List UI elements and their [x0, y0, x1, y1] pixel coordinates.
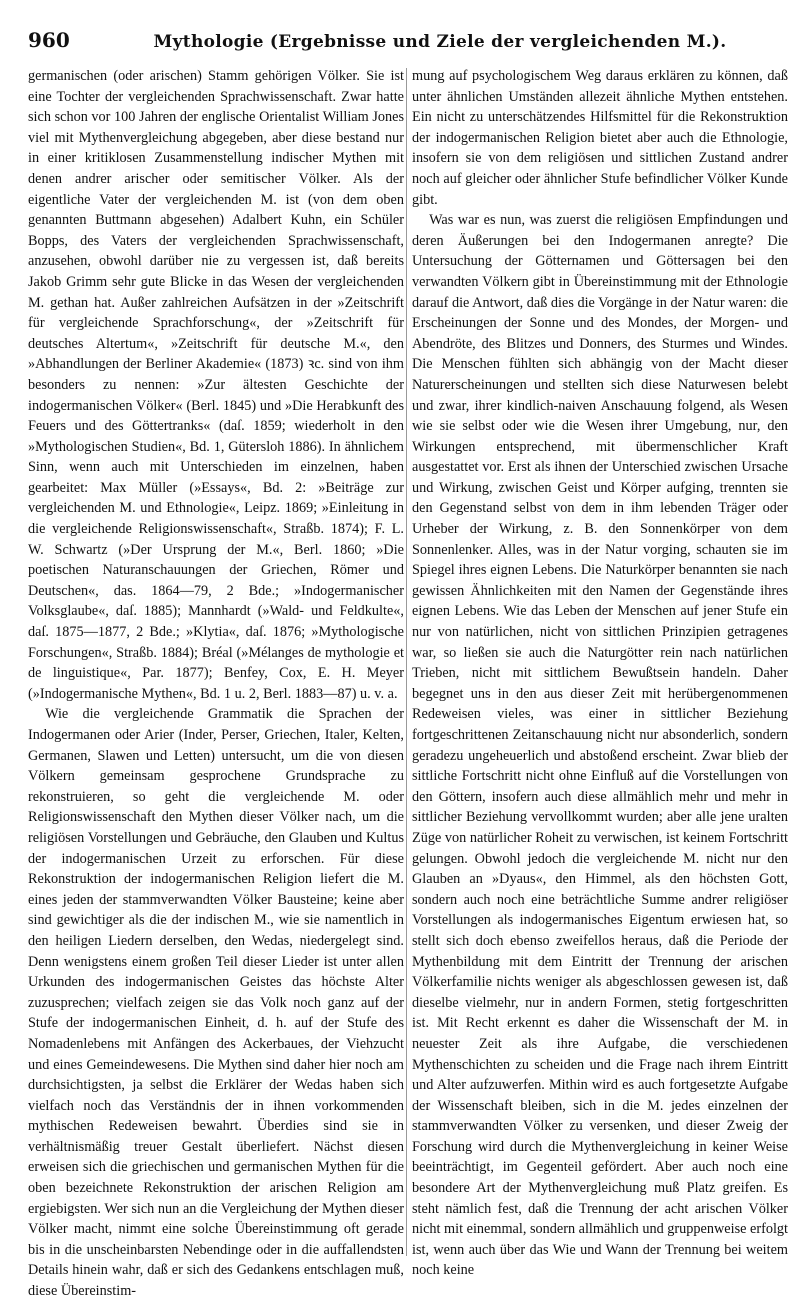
paragraph: Wie die vergleichende Grammatik die Sprachen der Indogermanen oder Arier (Inder, Perser, Griechen, Italer, Kelten, Germanen, Slawen und Letten) untersucht, um die von diesen Völkern gemeinsam gesprochene Grundsprache zu rekonstruieren, so geht die vergleichende M. oder Religionswissenschaft den Mythen dieser Völker nach, um die religiösen Vorstellungen und Gebräuche, den Glauben und Kultus der indogermanischen Urzeit zu erforschen. Für diese Rekonstruktion der indogermanischen Religion liefert die M. eines jeden der stammverwandten Völker Bausteine; keine aber sind gewichtiger als die der indischen M., wie sie namentlich in den heiligen Liedern derselben, den Wedas, niedergelegt sind. Denn wenigstens einem großen Teil dieser Lieder ist unter allen Urkunden des indogermanischen Geistes das höchste Alter zuzusprechen; vielfach zeigen sie das Volk noch ganz auf der Stufe der indogermanischen Einheit, d. h. auf der Stufe des Nomadenlebens mit Anfängen des Ackerbaues, der Viehzucht und eines Gemeindewesens. Die Mythen sind daher hier noch am durchsichtigsten, ja selbst die Erklärer der Wedas haben sich vielfach noch das Verständnis der in ihnen vorkommenden mythischen Redeweisen bewahrt. Überdies sind sie in verhältnismäßig treuer Gestalt überliefert. Nächst diesen erweisen sich die griechischen und germanischen Mythen für die oben bezeichnete Rekonstruktion der arischen Religion am ergiebigsten. Wer sich nun an die Vergleichung der Mythen dieser Völker macht, nimmt eine solche Übereinstimmung oft gerade bis in die unscheinbarsten Nebendinge oder in die auffallendsten Details hinein wahr, daß er sich des Gedankens entschlagen muß, diese Übereinstim-	[28, 706, 404, 1300]
right-column	[412, 66, 788, 1279]
left-column	[28, 66, 404, 1300]
paragraph: mung auf psychologischem Weg daraus erklären zu können, daß unter ähnlichen Umständen allezeit ähnliche Mythen entstehen. Ein nicht zu unterschätzendes Hilfsmittel für die Rekonstruktion der indogermanischen Religion bietet aber auch die Ethnologie, insofern sie von dem religiösen und sittlichen Zustand andrer noch auf gleicher oder ähnlicher Stufe befindlicher Völker Kunde gibt.	[412, 68, 788, 208]
column-divider	[406, 68, 407, 1256]
paragraph: germanischen (oder arischen) Stamm gehörigen Völker. Sie ist eine Tochter der vergleichenden Sprachwissenschaft. Zwar hatte sich schon vor 100 Jahren der englische Orientalist William Jones viel mit Mythenvergleichung abgegeben, aber diese bestand nur in einer kritiklosen Zusammenstellung indischer Mythen mit denen andrer arischer oder semitischer Völker. Als der eigentliche Vater der vergleichenden M. ist (von dem oben genannten Buttmann abgesehen) Adalbert Kuhn, ein Schüler Bopps, des Vaters der vergleichenden Sprachwissenschaft, anzusehen, obwohl darüber nie zu vergessen ist, daß bereits Jakob Grimm sehr gute Blicke in das Wesen der vergleichenden M. gethan hat. Außer zahlreichen Aufsätzen in der »Zeitschrift für vergleichende Sprachforschung«, der »Zeitschrift für deutsches Altertum«, »Zeitschrift für deutsche M.«, den »Abhandlungen der Berliner Akademie« (1873) ꝛc. sind von ihm besonders zu nennen: »Zur ältesten Geschichte der indogermanischen Völker« (Berl. 1845) und »Die Herabkunft des Feuers und des Göttertranks« (daſ. 1859; wiederholt in den »Mythologischen Studien«, Bd. 1, Gütersloh 1886). In ähnlichem Sinn, wenn auch mit Unterschieden im einzelnen, haben gearbeitet: Max Müller (»Essays«, Bd. 2: »Beiträge zur vergleichenden M. und Ethnologie«, Leipz. 1869; »Einleitung in die vergleichende Religionswissenschaft«, Straßb. 1874); F. L. W. Schwartz (»Der Ursprung der M.«, Berl. 1860; »Die poetischen Naturanschauungen der Griechen, Römer und Deutschen«, das. 1864—79, 2 Bde.; »Indogermanischer Volksglaube«, daſ. 1885); Mannhardt (»Wald- und Feldkulte«, daſ. 1875—1877, 2 Bde.; »Klytia«, daſ. 1876; »Mythologische Forschungen«, Straßb. 1884); Bréal (»Mélanges de mythologie et de linguistique«, Par. 1877); Benfey, Cox, E. H. Meyer (»Indogermanische Mythen«, Bd. 1 u. 2, Berl. 1883—87) u. v. a.	[28, 68, 404, 702]
page-number: 960	[28, 28, 70, 52]
running-title: Mythologie (Ergebnisse und Ziele der vergleichenden M.).	[153, 32, 727, 52]
page-header	[28, 28, 772, 64]
paragraph: Was war es nun, was zuerst die religiösen Empfindungen und deren Äußerungen bei den Indogermanen anregte? Die Untersuchung der Götternamen und Göttersagen bei den verwandten Völkern gibt in Übereinstimmung mit der Ethnologie darauf die Antwort, daß dies die Vorgänge in der Natur waren: die Erscheinungen der Sonne und des Mondes, der Morgen- und Abendröte, des Blitzes und Donners, des Sturmes und Windes. Die Menschen fühlten sich abhängig von der Macht dieser Naturerscheinungen und stellten sich diese Naturwesen belebt und zwar, ihrer kindlich-naiven Anschauung folgend, als Wesen wie sie selbst oder wie die Wesen ihrer Umgebung, nur, den Wirkungen entsprechend, mit übermenschlicher Kraft ausgestattet vor. Erst als ihnen der Unterschied zwischen Ursache und Wirkung, zwischen Geist und Körper aufging, trennten sie den Gegenstand selbst von dem in ihm lebenden Träger oder Urheber der Wirkung, z. B. den Sonnenkörper von dem Sonnenlenker. Alles, was in der Natur vorging, schauten sie im Spiegel ihres eignen Lebens. Die Naturkörper benannten sie nach gewissen Ähnlichkeiten mit den Namen der Gegenstände ihres eignen Lebens. Wie das Leben der Menschen auf jener Stufe ein nur von natürlichen, nicht von sittlichen Prinzipien getragenes war, so ließen sie auch die Naturgötter rein nach natürlichen Trieben, nicht mit sittlichem Bewußtsein handeln. Daher begegnet uns in den aus dieser Zeit mit herübergenommenen Redeweisen vieles, was einer in sittlicher Beziehung fortgeschrittenen Zeitanschauung nicht nur absonderlich, sondern geradezu ungeheuerlich und abstoßend erscheint. Zwar blieb der sittliche Fortschritt nicht ohne Einfluß auf die Vorstellungen von den Göttern, insofern auch diese allmählich mehr und mehr in sittlicher Beziehung vervollkommt wurden; aber alle jene uralten Züge von natürlicher Roheit zu verwischen, ist keinem Fortschritt gelungen. Obwohl jedoch die vergleichende M. nicht nur den Glauben an »Dyaus«, den Himmel, als den höchsten Gott, sondern auch noch eine beträchtliche Summe andrer religiöser Vorstellungen als indogermanisches Eigentum erwiesen hat, so stellt sich doch ebenso zweifellos heraus, daß die Periode der Mythenbildung mit dem Eintritt der Trennung der arischen Völkerfamilie nichts weniger als abgeschlossen gewesen ist, daß dieselbe vielmehr, nur in andern Formen, stetig fortgeschritten ist. Mit Recht erkennt es daher die Wissenschaft der M. in neuester Zeit als ihre Aufgabe, die verschiedenen Mythenschichten zu scheiden und die Frage nach ihrem Eintritt und Alter aufzuwerfen. Mithin wird es auch fortgesetzte Aufgabe der Wissenschaft bleiben, sich in die M. jedes einzelnen der stammverwandten Völker zu versenken, und dieser Zweig der Forschung wird durch die Mythenvergleichung in keiner Weise beeinträchtigt, im Gegenteil gefördert. Aber auch noch eine besondere Art der Mythenvergleichung muß Platz greifen. Es steht nämlich fest, daß die Trennung der acht arischen Völker nicht mit einemmal, sondern allmählich und gruppenweise erfolgt ist, wenn auch über das Wie und Wann der Trennung bei weitem noch keine	[412, 212, 788, 1279]
